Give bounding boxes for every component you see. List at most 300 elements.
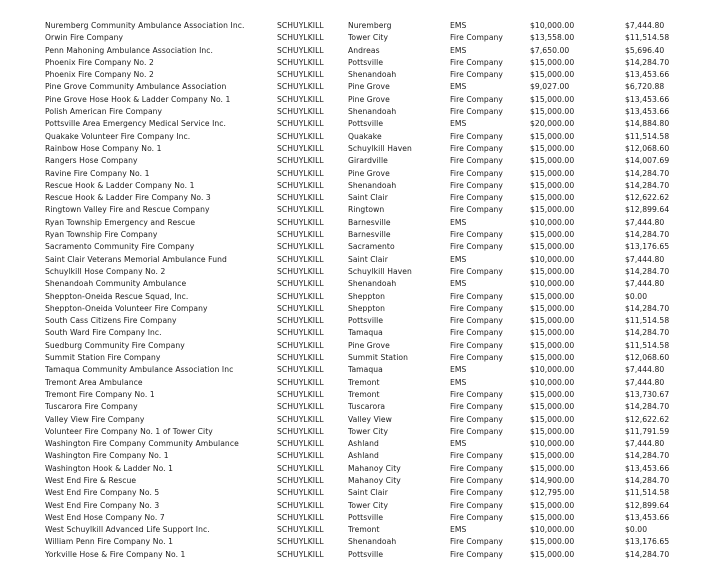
amount-paid: $7,444.80 bbox=[625, 377, 665, 387]
amount-paid: $7,444.80 bbox=[625, 21, 665, 30]
county-name: SCHUYLKILL bbox=[277, 463, 324, 473]
county-name: SCHUYLKILL bbox=[277, 131, 324, 141]
municipality-name: Tower City bbox=[348, 426, 389, 436]
table-row bbox=[45, 377, 723, 389]
municipality-name: Tremont bbox=[348, 389, 380, 399]
amount-paid: $11,514.58 bbox=[625, 316, 670, 326]
award-amount: $15,000.00 bbox=[530, 414, 575, 424]
org-name: Tuscarora Fire Company bbox=[45, 402, 138, 412]
table-row bbox=[45, 241, 723, 253]
county-name: SCHUYLKILL bbox=[277, 537, 324, 547]
service-type: Fire Company bbox=[450, 328, 504, 338]
county-name: SCHUYLKILL bbox=[277, 328, 324, 338]
county-name: SCHUYLKILL bbox=[277, 439, 324, 449]
award-amount: $15,000.00 bbox=[530, 94, 575, 104]
org-name: Sheppton-Oneida Volunteer Fire Company bbox=[45, 303, 208, 313]
table-row bbox=[45, 327, 723, 339]
award-amount: $10,000.00 bbox=[530, 525, 575, 535]
org-name: South Cass Citizens Fire Company bbox=[45, 316, 177, 326]
table-row bbox=[45, 143, 723, 155]
county-name: SCHUYLKILL bbox=[277, 70, 324, 80]
amount-paid: $14,284.70 bbox=[625, 451, 670, 461]
amount-paid: $12,622.62 bbox=[625, 414, 670, 424]
county-name: SCHUYLKILL bbox=[277, 193, 324, 203]
county-name: SCHUYLKILL bbox=[277, 94, 324, 104]
org-name: Pine Grove Community Ambulance Association bbox=[45, 82, 227, 92]
municipality-name: Tamaqua bbox=[348, 328, 383, 338]
award-amount: $10,000.00 bbox=[530, 365, 575, 375]
service-type: EMS bbox=[450, 82, 467, 92]
county-name: SCHUYLKILL bbox=[277, 488, 324, 498]
award-amount: $12,795.00 bbox=[530, 488, 575, 498]
table-row bbox=[45, 524, 723, 536]
table-row bbox=[45, 291, 723, 303]
amount-paid: $7,444.80 bbox=[625, 439, 665, 449]
table-row bbox=[45, 155, 723, 167]
org-name: Nuremberg Community Ambulance Association Inc. bbox=[45, 21, 245, 30]
table-row bbox=[45, 192, 723, 204]
county-name: SCHUYLKILL bbox=[277, 340, 324, 350]
county-name: SCHUYLKILL bbox=[277, 254, 324, 264]
service-type: EMS bbox=[450, 21, 467, 30]
service-type: Fire Company bbox=[450, 143, 504, 153]
county-name: SCHUYLKILL bbox=[277, 156, 324, 166]
service-type: Fire Company bbox=[450, 193, 504, 203]
award-amount: $15,000.00 bbox=[530, 340, 575, 350]
table-row bbox=[45, 401, 723, 413]
municipality-name: Ashland bbox=[348, 439, 379, 449]
service-type: EMS bbox=[450, 377, 467, 387]
org-name: West End Fire & Rescue bbox=[45, 475, 137, 485]
amount-paid: $12,899.64 bbox=[625, 500, 670, 510]
amount-paid: $14,284.70 bbox=[625, 549, 670, 559]
amount-paid: $6,720.88 bbox=[625, 82, 665, 92]
service-type: Fire Company bbox=[450, 107, 504, 117]
amount-paid: $13,176.65 bbox=[625, 242, 670, 252]
org-name: West End Fire Company No. 3 bbox=[45, 500, 160, 510]
table-row bbox=[45, 57, 723, 69]
table-row bbox=[45, 475, 723, 487]
municipality-name: Tremont bbox=[348, 377, 380, 387]
service-type: Fire Company bbox=[450, 230, 504, 240]
county-name: SCHUYLKILL bbox=[277, 45, 324, 55]
table-row bbox=[45, 106, 723, 118]
grant-award-table bbox=[45, 20, 723, 561]
service-type: Fire Company bbox=[450, 537, 504, 547]
amount-paid: $13,453.66 bbox=[625, 463, 670, 473]
award-amount: $15,000.00 bbox=[530, 512, 575, 522]
org-name: Phoenix Fire Company No. 2 bbox=[45, 57, 154, 67]
municipality-name: Pottsville bbox=[348, 512, 384, 522]
county-name: SCHUYLKILL bbox=[277, 21, 324, 30]
table-row bbox=[45, 131, 723, 143]
county-name: SCHUYLKILL bbox=[277, 303, 324, 313]
service-type: Fire Company bbox=[450, 291, 504, 301]
table-row bbox=[45, 254, 723, 266]
municipality-name: Pottsville bbox=[348, 119, 384, 129]
amount-paid: $14,884.80 bbox=[625, 119, 670, 129]
table-row bbox=[45, 32, 723, 44]
service-type: EMS bbox=[450, 45, 467, 55]
service-type: Fire Company bbox=[450, 500, 504, 510]
municipality-name: Tremont bbox=[348, 525, 380, 535]
service-type: EMS bbox=[450, 119, 467, 129]
amount-paid: $12,068.60 bbox=[625, 143, 670, 153]
org-name: Orwin Fire Company bbox=[45, 33, 124, 43]
award-amount: $9,027.00 bbox=[530, 82, 570, 92]
service-type: Fire Company bbox=[450, 463, 504, 473]
county-name: SCHUYLKILL bbox=[277, 107, 324, 117]
service-type: Fire Company bbox=[450, 402, 504, 412]
table-row bbox=[45, 303, 723, 315]
municipality-name: Barnesville bbox=[348, 230, 391, 240]
municipality-name: Pine Grove bbox=[348, 94, 390, 104]
award-amount: $15,000.00 bbox=[530, 143, 575, 153]
table-row bbox=[45, 45, 723, 57]
service-type: Fire Company bbox=[450, 426, 504, 436]
service-type: EMS bbox=[450, 365, 467, 375]
amount-paid: $12,068.60 bbox=[625, 353, 670, 363]
county-name: SCHUYLKILL bbox=[277, 168, 324, 178]
county-name: SCHUYLKILL bbox=[277, 402, 324, 412]
org-name: Summit Station Fire Company bbox=[45, 353, 161, 363]
service-type: Fire Company bbox=[450, 414, 504, 424]
county-name: SCHUYLKILL bbox=[277, 217, 324, 227]
service-type: EMS bbox=[450, 525, 467, 535]
org-name: South Ward Fire Company Inc. bbox=[45, 328, 162, 338]
county-name: SCHUYLKILL bbox=[277, 377, 324, 387]
org-name: Ryan Township Fire Company bbox=[45, 230, 158, 240]
table-row bbox=[45, 500, 723, 512]
county-name: SCHUYLKILL bbox=[277, 57, 324, 67]
award-amount: $15,000.00 bbox=[530, 242, 575, 252]
amount-paid: $11,514.58 bbox=[625, 340, 670, 350]
org-name: Shenandoah Community Ambulance bbox=[45, 279, 187, 289]
municipality-name: Schuylkill Haven bbox=[348, 266, 412, 276]
municipality-name: Quakake bbox=[348, 131, 382, 141]
table-row bbox=[45, 512, 723, 524]
municipality-name: Tuscarora bbox=[348, 402, 386, 412]
county-name: SCHUYLKILL bbox=[277, 180, 324, 190]
award-amount: $15,000.00 bbox=[530, 402, 575, 412]
table-row bbox=[45, 266, 723, 278]
county-name: SCHUYLKILL bbox=[277, 549, 324, 559]
org-name: Sheppton-Oneida Rescue Squad, Inc. bbox=[45, 291, 189, 301]
service-type: Fire Company bbox=[450, 94, 504, 104]
table-row bbox=[45, 204, 723, 216]
award-amount: $20,000.00 bbox=[530, 119, 575, 129]
org-name: West End Hose Company No. 7 bbox=[45, 512, 165, 522]
table-row bbox=[45, 536, 723, 548]
municipality-name: Saint Clair bbox=[348, 254, 388, 264]
table-row bbox=[45, 278, 723, 290]
table-row bbox=[45, 352, 723, 364]
org-name: Saint Clair Veterans Memorial Ambulance Fund bbox=[45, 254, 227, 264]
municipality-name: Shenandoah bbox=[348, 180, 397, 190]
amount-paid: $11,514.58 bbox=[625, 33, 670, 43]
county-name: SCHUYLKILL bbox=[277, 316, 324, 326]
county-name: SCHUYLKILL bbox=[277, 230, 324, 240]
service-type: EMS bbox=[450, 439, 467, 449]
amount-paid: $14,284.70 bbox=[625, 230, 670, 240]
table-row bbox=[45, 118, 723, 130]
municipality-name: Valley View bbox=[348, 414, 392, 424]
award-amount: $15,000.00 bbox=[530, 353, 575, 363]
table-row bbox=[45, 426, 723, 438]
service-type: Fire Company bbox=[450, 549, 504, 559]
service-type: Fire Company bbox=[450, 242, 504, 252]
amount-paid: $7,444.80 bbox=[625, 217, 665, 227]
org-name: Pottsville Area Emergency Medical Service Inc. bbox=[45, 119, 227, 129]
amount-paid: $13,453.66 bbox=[625, 107, 670, 117]
county-name: SCHUYLKILL bbox=[277, 389, 324, 399]
org-name: West End Fire Company No. 5 bbox=[45, 488, 160, 498]
amount-paid: $13,730.67 bbox=[625, 389, 670, 399]
award-amount: $10,000.00 bbox=[530, 377, 575, 387]
award-amount: $15,000.00 bbox=[530, 303, 575, 313]
org-name: Ravine Fire Company No. 1 bbox=[45, 168, 150, 178]
municipality-name: Pine Grove bbox=[348, 82, 390, 92]
org-name: Sacramento Community Fire Company bbox=[45, 242, 195, 252]
county-name: SCHUYLKILL bbox=[277, 500, 324, 510]
municipality-name: Ashland bbox=[348, 451, 379, 461]
municipality-name: Barnesville bbox=[348, 217, 391, 227]
service-type: Fire Company bbox=[450, 131, 504, 141]
amount-paid: $14,284.70 bbox=[625, 266, 670, 276]
amount-paid: $13,453.66 bbox=[625, 94, 670, 104]
award-amount: $15,000.00 bbox=[530, 156, 575, 166]
award-amount: $15,000.00 bbox=[530, 266, 575, 276]
county-name: SCHUYLKILL bbox=[277, 119, 324, 129]
amount-paid: $13,453.66 bbox=[625, 70, 670, 80]
amount-paid: $14,007.69 bbox=[625, 156, 670, 166]
award-amount: $14,900.00 bbox=[530, 475, 575, 485]
table-row bbox=[45, 20, 723, 32]
table-row bbox=[45, 168, 723, 180]
municipality-name: Girardville bbox=[348, 156, 388, 166]
award-amount: $15,000.00 bbox=[530, 57, 575, 67]
municipality-name: Tower City bbox=[348, 500, 389, 510]
amount-paid: $11,514.58 bbox=[625, 488, 670, 498]
municipality-name: Sheppton bbox=[348, 303, 385, 313]
county-name: SCHUYLKILL bbox=[277, 512, 324, 522]
award-amount: $13,558.00 bbox=[530, 33, 575, 43]
award-amount: $15,000.00 bbox=[530, 193, 575, 203]
county-name: SCHUYLKILL bbox=[277, 33, 324, 43]
award-amount: $15,000.00 bbox=[530, 537, 575, 547]
amount-paid: $13,453.66 bbox=[625, 512, 670, 522]
org-name: Rescue Hook & Ladder Company No. 1 bbox=[45, 180, 195, 190]
table-row bbox=[45, 180, 723, 192]
amount-paid: $12,899.64 bbox=[625, 205, 670, 215]
award-amount: $15,000.00 bbox=[530, 549, 575, 559]
county-name: SCHUYLKILL bbox=[277, 426, 324, 436]
service-type: Fire Company bbox=[450, 353, 504, 363]
municipality-name: Shenandoah bbox=[348, 70, 397, 80]
municipality-name: Saint Clair bbox=[348, 193, 388, 203]
award-amount: $15,000.00 bbox=[530, 500, 575, 510]
table-row bbox=[45, 364, 723, 376]
org-name: Tremont Fire Company No. 1 bbox=[45, 389, 155, 399]
municipality-name: Pine Grove bbox=[348, 168, 390, 178]
service-type: Fire Company bbox=[450, 180, 504, 190]
service-type: Fire Company bbox=[450, 70, 504, 80]
county-name: SCHUYLKILL bbox=[277, 143, 324, 153]
org-name: Polish American Fire Company bbox=[45, 107, 163, 117]
org-name: Valley View Fire Company bbox=[45, 414, 145, 424]
org-name: Ringtown Valley Fire and Rescue Company bbox=[45, 205, 210, 215]
county-name: SCHUYLKILL bbox=[277, 365, 324, 375]
municipality-name: Andreas bbox=[348, 45, 380, 55]
table-row bbox=[45, 81, 723, 93]
amount-paid: $14,284.70 bbox=[625, 475, 670, 485]
table-body bbox=[45, 20, 723, 561]
org-name: Phoenix Fire Company No. 2 bbox=[45, 70, 154, 80]
amount-paid: $7,444.80 bbox=[625, 279, 665, 289]
county-name: SCHUYLKILL bbox=[277, 525, 324, 535]
municipality-name: Pine Grove bbox=[348, 340, 390, 350]
org-name: Rescue Hook & Ladder Fire Company No. 3 bbox=[45, 193, 211, 203]
award-amount: $15,000.00 bbox=[530, 291, 575, 301]
service-type: Fire Company bbox=[450, 57, 504, 67]
org-name: Volunteer Fire Company No. 1 of Tower City bbox=[45, 426, 213, 436]
county-name: SCHUYLKILL bbox=[277, 205, 324, 215]
table-row bbox=[45, 487, 723, 499]
award-amount: $15,000.00 bbox=[530, 168, 575, 178]
award-amount: $15,000.00 bbox=[530, 316, 575, 326]
org-name: Penn Mahoning Ambulance Association Inc. bbox=[45, 45, 214, 55]
service-type: Fire Company bbox=[450, 389, 504, 399]
award-amount: $10,000.00 bbox=[530, 439, 575, 449]
org-name: Rainbow Hose Company No. 1 bbox=[45, 143, 162, 153]
service-type: Fire Company bbox=[450, 512, 504, 522]
org-name: Tremont Area Ambulance bbox=[45, 377, 143, 387]
amount-paid: $13,176.65 bbox=[625, 537, 670, 547]
amount-paid: $14,284.70 bbox=[625, 402, 670, 412]
municipality-name: Ringtown bbox=[348, 205, 385, 215]
service-type: Fire Company bbox=[450, 33, 504, 43]
award-amount: $15,000.00 bbox=[530, 451, 575, 461]
service-type: Fire Company bbox=[450, 168, 504, 178]
award-amount: $15,000.00 bbox=[530, 205, 575, 215]
org-name: Washington Hook & Ladder No. 1 bbox=[45, 463, 174, 473]
municipality-name: Shenandoah bbox=[348, 279, 397, 289]
amount-paid: $5,696.40 bbox=[625, 45, 665, 55]
org-name: Washington Fire Company No. 1 bbox=[45, 451, 169, 461]
county-name: SCHUYLKILL bbox=[277, 82, 324, 92]
municipality-name: Tower City bbox=[348, 33, 389, 43]
amount-paid: $11,791.59 bbox=[625, 426, 670, 436]
table-row bbox=[45, 229, 723, 241]
municipality-name: Shenandoah bbox=[348, 537, 397, 547]
amount-paid: $14,284.70 bbox=[625, 303, 670, 313]
municipality-name: Mahanoy City bbox=[348, 475, 401, 485]
municipality-name: Shenandoah bbox=[348, 107, 397, 117]
amount-paid: $0.00 bbox=[625, 291, 648, 301]
municipality-name: Sheppton bbox=[348, 291, 385, 301]
table-row bbox=[45, 438, 723, 450]
org-name: Washington Fire Company Community Ambulance bbox=[45, 439, 239, 449]
county-name: SCHUYLKILL bbox=[277, 291, 324, 301]
org-name: West Schuylkill Advanced Life Support Inc. bbox=[45, 525, 210, 535]
municipality-name: Schuylkill Haven bbox=[348, 143, 412, 153]
award-amount: $15,000.00 bbox=[530, 230, 575, 240]
org-name: William Penn Fire Company No. 1 bbox=[45, 537, 173, 547]
table-row bbox=[45, 69, 723, 81]
award-amount: $15,000.00 bbox=[530, 180, 575, 190]
amount-paid: $0.00 bbox=[625, 525, 648, 535]
table-row bbox=[45, 463, 723, 475]
table-row bbox=[45, 340, 723, 352]
award-amount: $7,650.00 bbox=[530, 45, 570, 55]
municipality-name: Pottsville bbox=[348, 57, 384, 67]
municipality-name: Pottsville bbox=[348, 549, 384, 559]
table-row bbox=[45, 315, 723, 327]
org-name: Quakake Volunteer Fire Company Inc. bbox=[45, 131, 191, 141]
service-type: Fire Company bbox=[450, 156, 504, 166]
municipality-name: Mahanoy City bbox=[348, 463, 401, 473]
service-type: Fire Company bbox=[450, 475, 504, 485]
table-row bbox=[45, 217, 723, 229]
award-amount: $10,000.00 bbox=[530, 217, 575, 227]
org-name: Schuylkill Hose Company No. 2 bbox=[45, 266, 166, 276]
county-name: SCHUYLKILL bbox=[277, 414, 324, 424]
org-name: Yorkville Hose & Fire Company No. 1 bbox=[45, 549, 186, 559]
table-row bbox=[45, 450, 723, 462]
award-amount: $15,000.00 bbox=[530, 70, 575, 80]
award-amount: $15,000.00 bbox=[530, 328, 575, 338]
municipality-name: Summit Station bbox=[348, 353, 408, 363]
county-name: SCHUYLKILL bbox=[277, 353, 324, 363]
municipality-name: Saint Clair bbox=[348, 488, 388, 498]
service-type: Fire Company bbox=[450, 266, 504, 276]
service-type: Fire Company bbox=[450, 316, 504, 326]
amount-paid: $14,284.70 bbox=[625, 168, 670, 178]
municipality-name: Tamaqua bbox=[348, 365, 383, 375]
award-amount: $15,000.00 bbox=[530, 107, 575, 117]
amount-paid: $12,622.62 bbox=[625, 193, 670, 203]
service-type: EMS bbox=[450, 254, 467, 264]
amount-paid: $7,444.80 bbox=[625, 365, 665, 375]
amount-paid: $14,284.70 bbox=[625, 57, 670, 67]
county-name: SCHUYLKILL bbox=[277, 242, 324, 252]
table-row bbox=[45, 549, 723, 561]
amount-paid: $11,514.58 bbox=[625, 131, 670, 141]
municipality-name: Sacramento bbox=[348, 242, 395, 252]
org-name: Tamaqua Community Ambulance Association Inc bbox=[45, 365, 234, 375]
org-name: Rangers Hose Company bbox=[45, 156, 138, 166]
service-type: Fire Company bbox=[450, 451, 504, 461]
service-type: EMS bbox=[450, 217, 467, 227]
municipality-name: Pottsville bbox=[348, 316, 384, 326]
table-row bbox=[45, 414, 723, 426]
service-type: EMS bbox=[450, 279, 467, 289]
county-name: SCHUYLKILL bbox=[277, 279, 324, 289]
service-type: Fire Company bbox=[450, 488, 504, 498]
award-amount: $10,000.00 bbox=[530, 21, 575, 30]
award-amount: $15,000.00 bbox=[530, 426, 575, 436]
service-type: Fire Company bbox=[450, 205, 504, 215]
municipality-name: Nuremberg bbox=[348, 21, 392, 30]
org-name: Suedburg Community Fire Company bbox=[45, 340, 185, 350]
org-name: Pine Grove Hose Hook & Ladder Company No. 1 bbox=[45, 94, 231, 104]
county-name: SCHUYLKILL bbox=[277, 266, 324, 276]
service-type: Fire Company bbox=[450, 340, 504, 350]
service-type: Fire Company bbox=[450, 303, 504, 313]
table-row bbox=[45, 389, 723, 401]
award-amount: $15,000.00 bbox=[530, 463, 575, 473]
table-row bbox=[45, 94, 723, 106]
